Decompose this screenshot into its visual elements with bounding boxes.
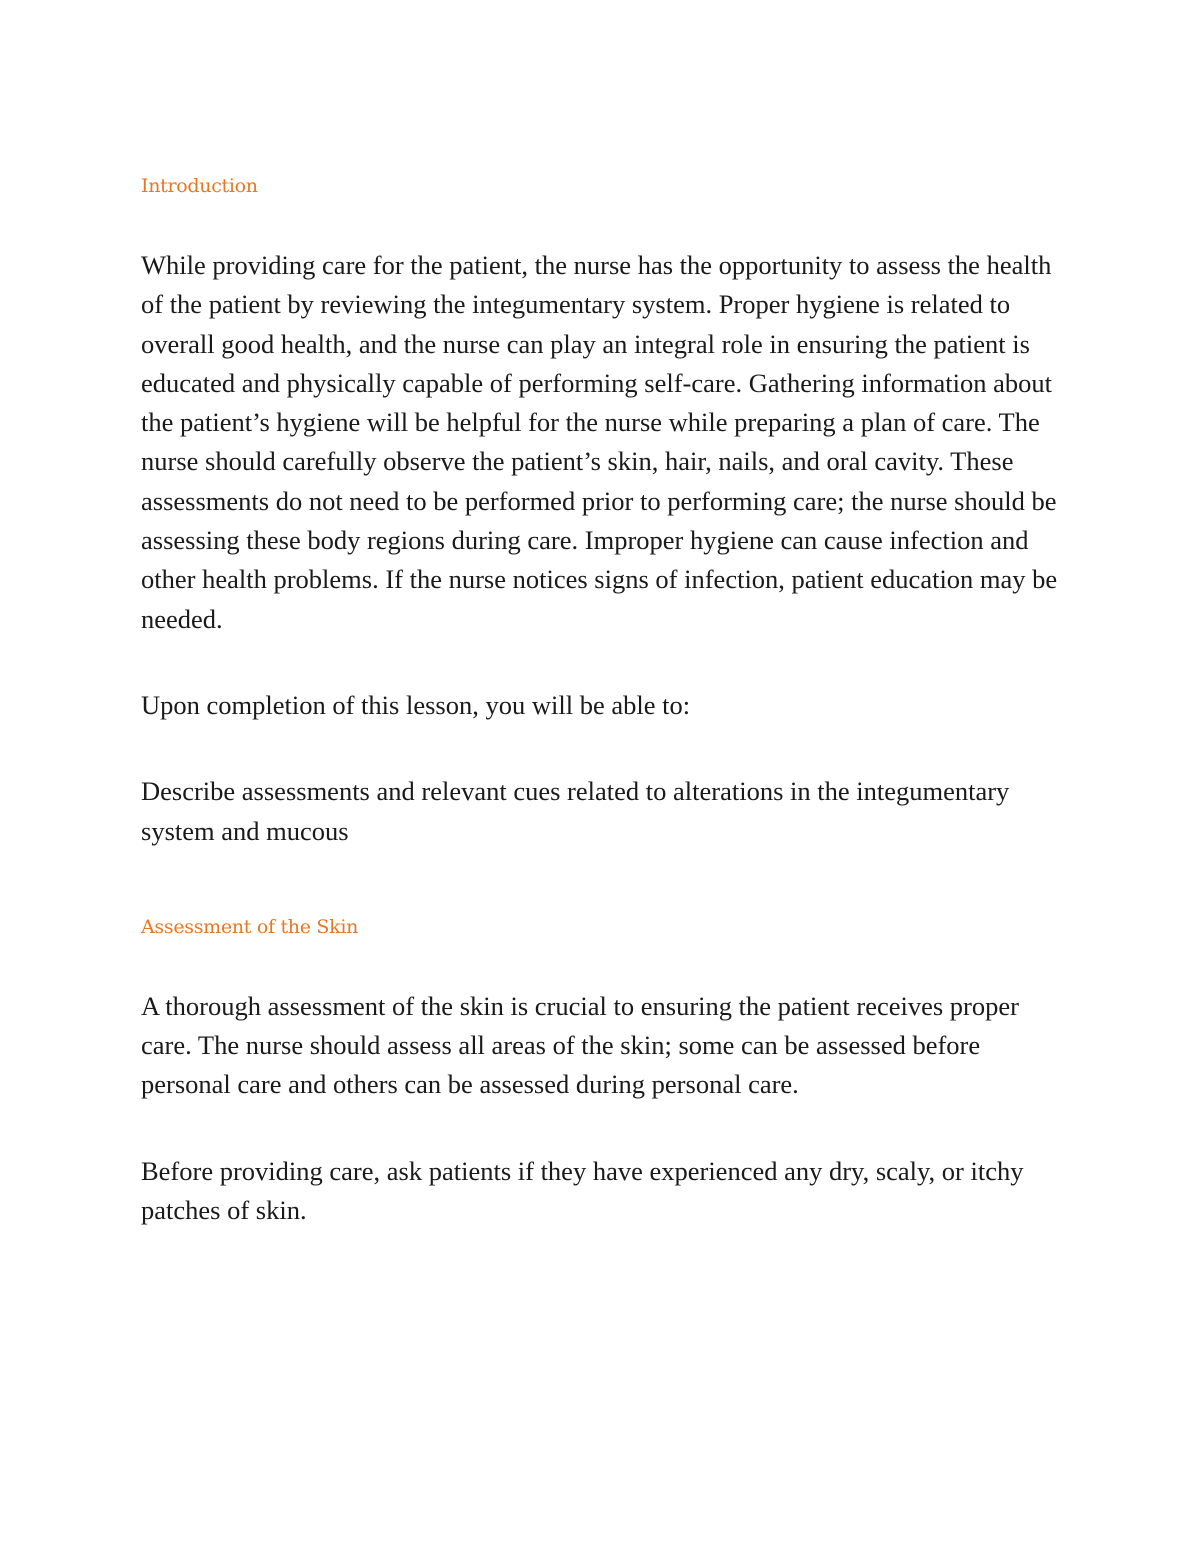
introduction-paragraph: While providing care for the patient, the nurse has the opportunity to assess the health of the patient by reviewing the integumentary system. Proper hygiene is related to overall good health, and the nurse can play an integral role in ensuring the patient is educated and physically capable of performing self-care. Gathering information about the patient’s hygiene will be helpful for the nurse while preparing a plan of care. The nurse should carefully observe the patient’s skin, hair, nails, and oral cavity. These assessments do not need to be performed prior to performing care; the nurse should be assessing these body regions during care. Improper hygiene can cause infection and other health problems. If the nurse notices signs of infection, patient education may be needed. (141, 250, 1058, 634)
document-content (141, 172, 1071, 1230)
section-heading-skin-assessment: Assessment of the Skin (141, 915, 359, 938)
objectives-lead-in: Upon completion of this lesson, you will be able to: (141, 689, 691, 720)
skin-question-paragraph: Before providing care, ask patients if they have experienced any dry, scaly, or itchy patches of skin. (141, 1155, 1024, 1226)
objective-item: Describe assessments and relevant cues related to alterations in the integumentary system and mucous (141, 776, 1010, 846)
skin-assessment-paragraph: A thorough assessment of the skin is crucial to ensuring the patient receives proper care. The nurse should assess all areas of the skin; some can be assessed before personal care and others can be assessed during personal care. (141, 990, 1019, 1100)
section-heading-introduction: Introduction (141, 175, 258, 197)
